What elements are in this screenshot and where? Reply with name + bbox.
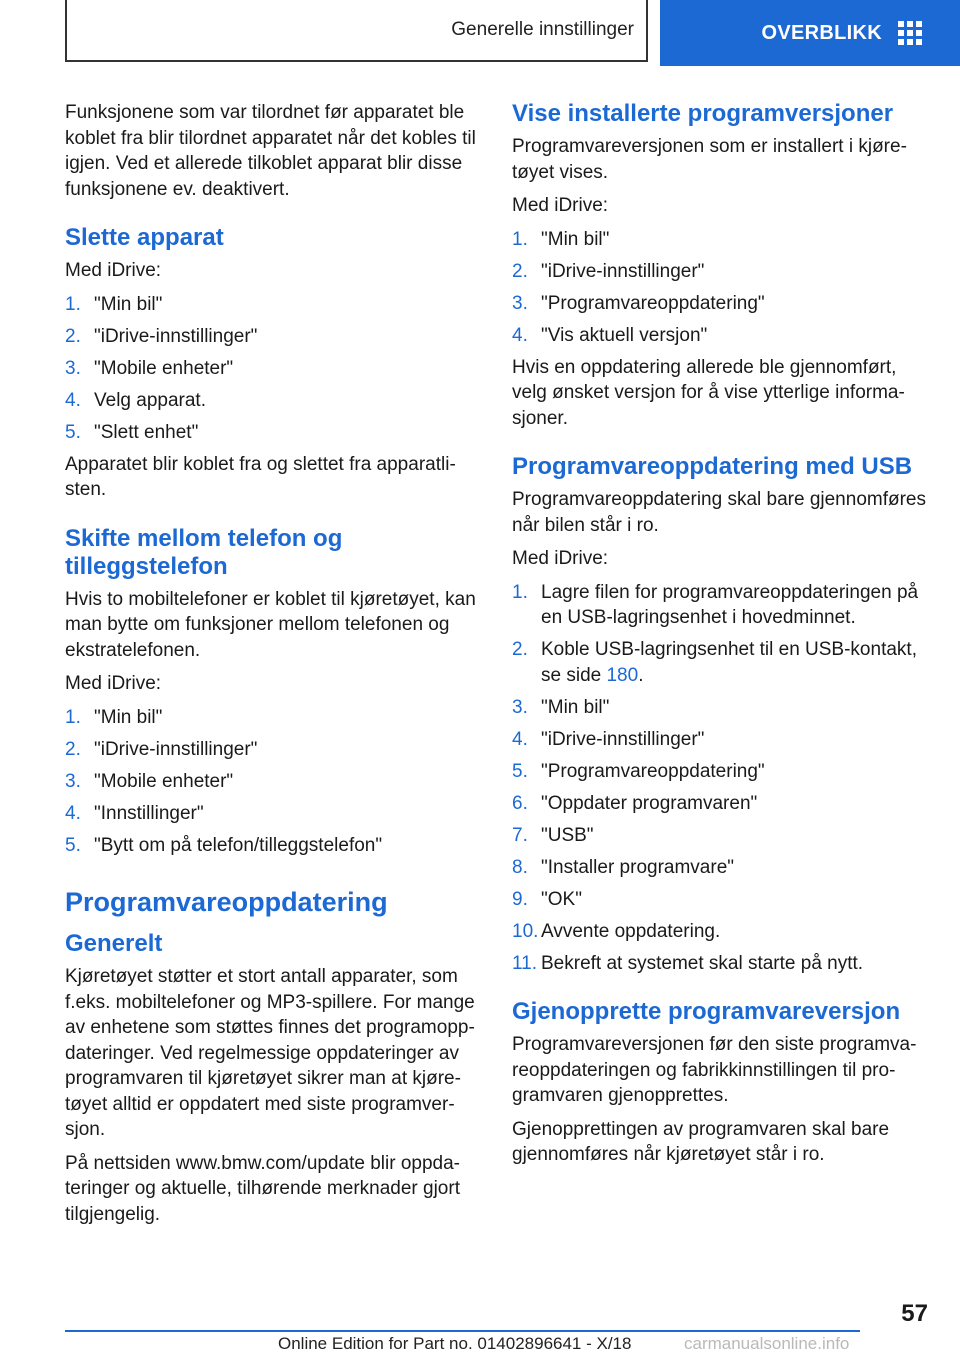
grid-icon [898, 21, 922, 45]
list-item: 5. "Slett enhet" [65, 421, 199, 443]
list-item: 2. "iDrive-innstillinger" [65, 738, 258, 760]
heading-restore-version: Gjenopprette programvareversjon [512, 998, 901, 1025]
list-item: 4. "Vis aktuell versjon" [512, 324, 708, 346]
general-paragraph-1: Kjøretøyet støtter et stort antall apparater, som f.eks. mobiltelefoner og MP3-spillere. For mange av enhetene som støttes finnes det programoppdateringer. Ved regelmessige oppdateringer av programvaren til kjøretøyet sikrer man at kjøretøyet alltid er oppdatert med siste programversjon. [65, 966, 475, 1140]
list-item: 5. "Programvareoppdatering" [512, 760, 765, 782]
restore-paragraph-1: Programvareversjonen før den siste programvareoppdateringen og fabrikkinnstillingen til programvaren gjenopprettes. [512, 1034, 917, 1106]
heading-switch-phone: Skifte mellom telefon og tilleggstelefon [65, 524, 343, 580]
list-item: 5. "Bytt om på telefon/tilleggstelefon" [65, 834, 383, 856]
list-item: 2. Koble USB-lagringsenhet til en USB-kontakt, se side 180. [512, 639, 917, 686]
left-column [65, 100, 485, 1235]
list-item: 3. "Mobile enheter" [65, 770, 234, 792]
switch-lead: Med iDrive: [65, 673, 162, 694]
footer-watermark: carmanualsonline.info [684, 1334, 850, 1353]
usb-steps [512, 580, 932, 977]
list-item: 1. "Min bil" [65, 293, 163, 315]
list-item: 1. Lagre filen for programvareoppdateringen på en USB-lagringsenhet i hovedminnet. [512, 581, 919, 628]
list-item: 3. "Mobile enheter" [65, 357, 234, 379]
list-item: 2. "iDrive-innstillinger" [65, 325, 258, 347]
heading-delete-device: Slette apparat [65, 224, 224, 251]
overview-label: OVERBLIKK [761, 21, 882, 44]
list-item: 2. "iDrive-innstillinger" [512, 260, 705, 282]
page-header [0, 0, 960, 66]
usb-lead: Med iDrive: [512, 548, 609, 569]
delete-after: Apparatet blir koblet fra og slettet fra apparatlisten. [65, 453, 456, 500]
footer-edition: Online Edition for Part no. 01402896641 - X/18 [278, 1334, 632, 1353]
delete-steps [65, 292, 485, 446]
list-item: 8. "Installer programvare" [512, 856, 735, 878]
intro-paragraph: Funksjonene som var tilordnet før apparatet ble koblet fra blir tilordnet apparatet når det kobles til igjen. Ved et allerede tilkoblet apparat blir disse funksjonene ev. deaktivert. [65, 102, 476, 200]
footer-divider [65, 1330, 860, 1332]
usb-text: Programvareoppdatering skal bare gjennomføres når bilen står i ro. [512, 489, 926, 536]
heading-show-versions: Vise installerte programversjoner [512, 100, 894, 127]
right-column [512, 100, 932, 1176]
list-item: 1. "Min bil" [65, 706, 163, 728]
list-item: 4. "Innstillinger" [65, 802, 204, 824]
page-number: 57 [901, 1300, 928, 1327]
delete-lead: Med iDrive: [65, 260, 162, 281]
list-item: 10. Avvente oppdatering. [512, 920, 721, 942]
list-item: 6. "Oppdater programvaren" [512, 792, 758, 814]
heading-usb-update: Programvareoppdatering med USB [512, 453, 913, 480]
list-item: 11. Bekreft at systemet skal starte på nytt. [512, 952, 864, 974]
versions-text: Programvareversjonen som er installert i kjøretøyet vises. [512, 136, 907, 183]
switch-text: Hvis to mobiltelefoner er koblet til kjøretøyet, kan man bytte om funksjoner mellom telefonen og ekstratelefonen. [65, 588, 476, 661]
versions-after: Hvis en oppdatering allerede ble gjennomført, velg ønsket versjon for å vise ytterlige informasjoner. [512, 356, 905, 429]
section-title [65, 0, 648, 62]
list-item: 4. Velg apparat. [65, 389, 206, 411]
section-title-text: Generelle innstillinger [451, 19, 634, 40]
general-paragraph-2: På nettsiden www.bmw.com/update blir oppdateringer og aktuelle, tilhørende merknader gjort tilgjengelig. [65, 1152, 460, 1225]
list-item: 9. "OK" [512, 888, 582, 910]
heading-general: Generelt [65, 930, 163, 957]
heading-software-update: Programvareoppdatering [65, 887, 388, 917]
restore-paragraph-2: Gjenopprettingen av programvaren skal bare gjennomføres når kjøretøyet står i ro. [512, 1118, 890, 1165]
switch-steps [65, 705, 485, 859]
list-item: 3. "Programvareoppdatering" [512, 292, 765, 314]
page-link[interactable]: 180 [606, 664, 639, 686]
overview-button[interactable] [660, 0, 960, 66]
versions-lead: Med iDrive: [512, 195, 609, 216]
versions-steps [512, 227, 932, 349]
list-item: 4. "iDrive-innstillinger" [512, 728, 705, 750]
list-item: 1. "Min bil" [512, 228, 610, 250]
list-item: 3. "Min bil" [512, 696, 610, 718]
list-item: 7. "USB" [512, 824, 594, 846]
